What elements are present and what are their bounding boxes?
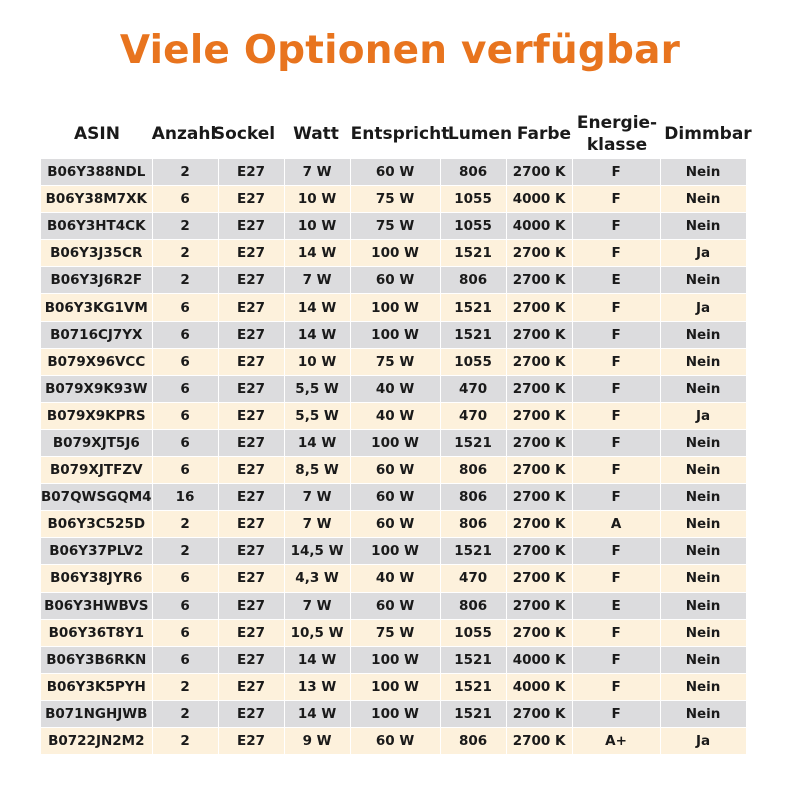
table-row	[41, 565, 747, 592]
product-table	[40, 158, 747, 755]
cell-sockel: E27	[218, 240, 284, 267]
cell-lumen: 470	[440, 375, 506, 402]
cell-farbe: 2700 K	[506, 727, 572, 754]
cell-sockel: E27	[218, 375, 284, 402]
cell-asin: B06Y3J35CR	[41, 240, 153, 267]
cell-entspricht: 60 W	[350, 727, 440, 754]
cell-dimmbar: Nein	[660, 159, 746, 186]
cell-energieklasse: F	[572, 240, 660, 267]
cell-energieklasse: F	[572, 565, 660, 592]
cell-sockel: E27	[218, 457, 284, 484]
cell-lumen: 806	[440, 727, 506, 754]
cell-farbe: 4000 K	[506, 673, 572, 700]
cell-farbe: 2700 K	[506, 700, 572, 727]
table-row	[41, 700, 747, 727]
cell-farbe: 2700 K	[506, 619, 572, 646]
cell-entspricht: 60 W	[350, 511, 440, 538]
cell-farbe: 4000 K	[506, 186, 572, 213]
cell-sockel: E27	[218, 727, 284, 754]
cell-farbe: 2700 K	[506, 511, 572, 538]
cell-anzahl: 6	[152, 321, 218, 348]
cell-entspricht: 100 W	[350, 321, 440, 348]
cell-dimmbar: Nein	[660, 619, 746, 646]
cell-lumen: 806	[440, 159, 506, 186]
cell-lumen: 1521	[440, 321, 506, 348]
cell-entspricht: 60 W	[350, 484, 440, 511]
cell-entspricht: 60 W	[350, 592, 440, 619]
table-row	[41, 186, 747, 213]
cell-watt: 8,5 W	[284, 457, 350, 484]
cell-dimmbar: Ja	[660, 294, 746, 321]
cell-energieklasse: F	[572, 484, 660, 511]
cell-lumen: 1521	[440, 240, 506, 267]
cell-farbe: 2700 K	[506, 592, 572, 619]
cell-sockel: E27	[218, 646, 284, 673]
cell-farbe: 2700 K	[506, 429, 572, 456]
cell-lumen: 470	[440, 565, 506, 592]
cell-watt: 4,3 W	[284, 565, 350, 592]
cell-sockel: E27	[218, 484, 284, 511]
cell-watt: 7 W	[284, 592, 350, 619]
header-entspricht: Entspricht	[350, 124, 450, 144]
cell-farbe: 4000 K	[506, 213, 572, 240]
table-row	[41, 538, 747, 565]
cell-watt: 9 W	[284, 727, 350, 754]
cell-dimmbar: Ja	[660, 727, 746, 754]
cell-dimmbar: Nein	[660, 457, 746, 484]
cell-dimmbar: Nein	[660, 592, 746, 619]
cell-sockel: E27	[218, 267, 284, 294]
cell-energieklasse: F	[572, 538, 660, 565]
cell-entspricht: 60 W	[350, 267, 440, 294]
cell-anzahl: 16	[152, 484, 218, 511]
table-row	[41, 213, 747, 240]
cell-energieklasse: F	[572, 159, 660, 186]
cell-energieklasse: E	[572, 267, 660, 294]
cell-farbe: 4000 K	[506, 646, 572, 673]
cell-lumen: 1055	[440, 348, 506, 375]
cell-farbe: 2700 K	[506, 348, 572, 375]
cell-lumen: 1055	[440, 213, 506, 240]
cell-anzahl: 6	[152, 646, 218, 673]
cell-asin: B07QWSGQM4	[41, 484, 153, 511]
cell-entspricht: 60 W	[350, 457, 440, 484]
cell-lumen: 806	[440, 511, 506, 538]
cell-asin: B06Y3KG1VM	[41, 294, 153, 321]
cell-anzahl: 2	[152, 213, 218, 240]
cell-asin: B0716CJ7YX	[41, 321, 153, 348]
cell-dimmbar: Nein	[660, 538, 746, 565]
cell-energieklasse: F	[572, 321, 660, 348]
cell-asin: B06Y38M7XK	[41, 186, 153, 213]
cell-sockel: E27	[218, 294, 284, 321]
cell-entspricht: 40 W	[350, 375, 440, 402]
cell-sockel: E27	[218, 213, 284, 240]
cell-asin: B06Y3B6RKN	[41, 646, 153, 673]
cell-asin: B06Y3K5PYH	[41, 673, 153, 700]
cell-entspricht: 100 W	[350, 294, 440, 321]
cell-farbe: 2700 K	[506, 294, 572, 321]
cell-watt: 10 W	[284, 186, 350, 213]
cell-anzahl: 6	[152, 294, 218, 321]
table-row	[41, 646, 747, 673]
cell-dimmbar: Nein	[660, 565, 746, 592]
cell-entspricht: 75 W	[350, 213, 440, 240]
header-energieklasse: Energie- klasse	[576, 113, 658, 155]
header-asin: ASIN	[74, 124, 120, 144]
header-watt: Watt	[293, 124, 339, 144]
cell-energieklasse: F	[572, 402, 660, 429]
table-row	[41, 484, 747, 511]
cell-lumen: 806	[440, 592, 506, 619]
cell-entspricht: 60 W	[350, 159, 440, 186]
cell-asin: B079X9K93W	[41, 375, 153, 402]
cell-sockel: E27	[218, 700, 284, 727]
cell-anzahl: 2	[152, 727, 218, 754]
cell-entspricht: 100 W	[350, 700, 440, 727]
cell-anzahl: 6	[152, 619, 218, 646]
cell-watt: 7 W	[284, 511, 350, 538]
cell-dimmbar: Nein	[660, 646, 746, 673]
cell-energieklasse: F	[572, 429, 660, 456]
cell-entspricht: 40 W	[350, 402, 440, 429]
table-row	[41, 348, 747, 375]
cell-sockel: E27	[218, 538, 284, 565]
cell-sockel: E27	[218, 619, 284, 646]
cell-farbe: 2700 K	[506, 321, 572, 348]
cell-anzahl: 2	[152, 673, 218, 700]
cell-asin: B071NGHJWB	[41, 700, 153, 727]
cell-anzahl: 2	[152, 511, 218, 538]
cell-sockel: E27	[218, 565, 284, 592]
cell-anzahl: 6	[152, 348, 218, 375]
cell-entspricht: 100 W	[350, 646, 440, 673]
cell-lumen: 1521	[440, 538, 506, 565]
cell-farbe: 2700 K	[506, 240, 572, 267]
cell-anzahl: 6	[152, 375, 218, 402]
table-row	[41, 429, 747, 456]
cell-energieklasse: F	[572, 673, 660, 700]
cell-watt: 14 W	[284, 700, 350, 727]
cell-dimmbar: Nein	[660, 484, 746, 511]
table-row	[41, 592, 747, 619]
table-row	[41, 673, 747, 700]
cell-anzahl: 6	[152, 592, 218, 619]
cell-anzahl: 6	[152, 457, 218, 484]
cell-dimmbar: Nein	[660, 267, 746, 294]
cell-watt: 14,5 W	[284, 538, 350, 565]
cell-watt: 7 W	[284, 267, 350, 294]
table-row	[41, 375, 747, 402]
cell-asin: B06Y3C525D	[41, 511, 153, 538]
cell-energieklasse: E	[572, 592, 660, 619]
cell-anzahl: 2	[152, 267, 218, 294]
cell-entspricht: 100 W	[350, 538, 440, 565]
cell-farbe: 2700 K	[506, 267, 572, 294]
cell-lumen: 1521	[440, 673, 506, 700]
cell-sockel: E27	[218, 511, 284, 538]
cell-entspricht: 75 W	[350, 619, 440, 646]
cell-watt: 5,5 W	[284, 402, 350, 429]
table-row	[41, 267, 747, 294]
cell-lumen: 1521	[440, 294, 506, 321]
cell-dimmbar: Nein	[660, 186, 746, 213]
cell-farbe: 2700 K	[506, 565, 572, 592]
cell-energieklasse: F	[572, 186, 660, 213]
cell-dimmbar: Ja	[660, 240, 746, 267]
table-row	[41, 511, 747, 538]
cell-energieklasse: F	[572, 646, 660, 673]
cell-sockel: E27	[218, 402, 284, 429]
cell-entspricht: 75 W	[350, 348, 440, 375]
cell-asin: B06Y37PLV2	[41, 538, 153, 565]
cell-watt: 7 W	[284, 484, 350, 511]
cell-dimmbar: Nein	[660, 375, 746, 402]
cell-farbe: 2700 K	[506, 159, 572, 186]
cell-watt: 7 W	[284, 159, 350, 186]
cell-dimmbar: Nein	[660, 213, 746, 240]
cell-entspricht: 100 W	[350, 240, 440, 267]
cell-entspricht: 75 W	[350, 186, 440, 213]
table-row	[41, 294, 747, 321]
cell-anzahl: 6	[152, 402, 218, 429]
cell-watt: 14 W	[284, 646, 350, 673]
cell-asin: B079X96VCC	[41, 348, 153, 375]
cell-sockel: E27	[218, 186, 284, 213]
cell-sockel: E27	[218, 159, 284, 186]
cell-watt: 14 W	[284, 240, 350, 267]
cell-asin: B06Y3J6R2F	[41, 267, 153, 294]
cell-watt: 14 W	[284, 321, 350, 348]
cell-watt: 14 W	[284, 294, 350, 321]
table-row	[41, 321, 747, 348]
cell-lumen: 806	[440, 267, 506, 294]
cell-dimmbar: Nein	[660, 700, 746, 727]
cell-energieklasse: F	[572, 457, 660, 484]
cell-sockel: E27	[218, 429, 284, 456]
header-sockel: Sockel	[212, 124, 276, 144]
cell-lumen: 470	[440, 402, 506, 429]
cell-lumen: 1521	[440, 429, 506, 456]
cell-asin: B079XJTFZV	[41, 457, 153, 484]
cell-dimmbar: Nein	[660, 673, 746, 700]
cell-farbe: 2700 K	[506, 538, 572, 565]
cell-watt: 5,5 W	[284, 375, 350, 402]
cell-energieklasse: A	[572, 511, 660, 538]
cell-anzahl: 6	[152, 429, 218, 456]
cell-lumen: 1055	[440, 186, 506, 213]
cell-anzahl: 6	[152, 565, 218, 592]
cell-energieklasse: F	[572, 213, 660, 240]
cell-anzahl: 2	[152, 240, 218, 267]
header-dimmbar: Dimmbar	[664, 124, 752, 144]
cell-farbe: 2700 K	[506, 402, 572, 429]
page-title: Viele Optionen verfügbar	[119, 28, 681, 73]
cell-anzahl: 6	[152, 186, 218, 213]
cell-watt: 13 W	[284, 673, 350, 700]
cell-asin: B06Y388NDL	[41, 159, 153, 186]
table-row	[41, 619, 747, 646]
cell-anzahl: 2	[152, 538, 218, 565]
cell-entspricht: 100 W	[350, 429, 440, 456]
cell-dimmbar: Nein	[660, 511, 746, 538]
cell-energieklasse: A+	[572, 727, 660, 754]
cell-energieklasse: F	[572, 375, 660, 402]
cell-asin: B06Y38JYR6	[41, 565, 153, 592]
cell-watt: 10 W	[284, 213, 350, 240]
header-farbe: Farbe	[516, 124, 572, 144]
cell-energieklasse: F	[572, 294, 660, 321]
cell-asin: B0722JN2M2	[41, 727, 153, 754]
cell-energieklasse: F	[572, 348, 660, 375]
cell-watt: 14 W	[284, 429, 350, 456]
cell-entspricht: 40 W	[350, 565, 440, 592]
cell-watt: 10,5 W	[284, 619, 350, 646]
header-lumen: Lumen	[447, 124, 513, 144]
cell-asin: B079XJT5J6	[41, 429, 153, 456]
cell-lumen: 806	[440, 457, 506, 484]
table-row	[41, 457, 747, 484]
cell-sockel: E27	[218, 592, 284, 619]
cell-asin: B06Y36T8Y1	[41, 619, 153, 646]
cell-sockel: E27	[218, 348, 284, 375]
cell-asin: B06Y3HWBVS	[41, 592, 153, 619]
cell-lumen: 1521	[440, 646, 506, 673]
cell-asin: B079X9KPRS	[41, 402, 153, 429]
table-row	[41, 240, 747, 267]
cell-watt: 10 W	[284, 348, 350, 375]
cell-dimmbar: Ja	[660, 402, 746, 429]
cell-dimmbar: Nein	[660, 348, 746, 375]
cell-energieklasse: F	[572, 619, 660, 646]
cell-farbe: 2700 K	[506, 484, 572, 511]
cell-farbe: 2700 K	[506, 457, 572, 484]
cell-lumen: 806	[440, 484, 506, 511]
cell-lumen: 1521	[440, 700, 506, 727]
cell-asin: B06Y3HT4CK	[41, 213, 153, 240]
cell-dimmbar: Nein	[660, 321, 746, 348]
table-row	[41, 159, 747, 186]
cell-sockel: E27	[218, 321, 284, 348]
cell-lumen: 1055	[440, 619, 506, 646]
header-anzahl: Anzahl	[151, 124, 217, 144]
cell-dimmbar: Nein	[660, 429, 746, 456]
cell-farbe: 2700 K	[506, 375, 572, 402]
cell-anzahl: 2	[152, 159, 218, 186]
cell-entspricht: 100 W	[350, 673, 440, 700]
cell-energieklasse: F	[572, 700, 660, 727]
cell-sockel: E27	[218, 673, 284, 700]
cell-anzahl: 2	[152, 700, 218, 727]
table-row	[41, 727, 747, 754]
table-row	[41, 402, 747, 429]
